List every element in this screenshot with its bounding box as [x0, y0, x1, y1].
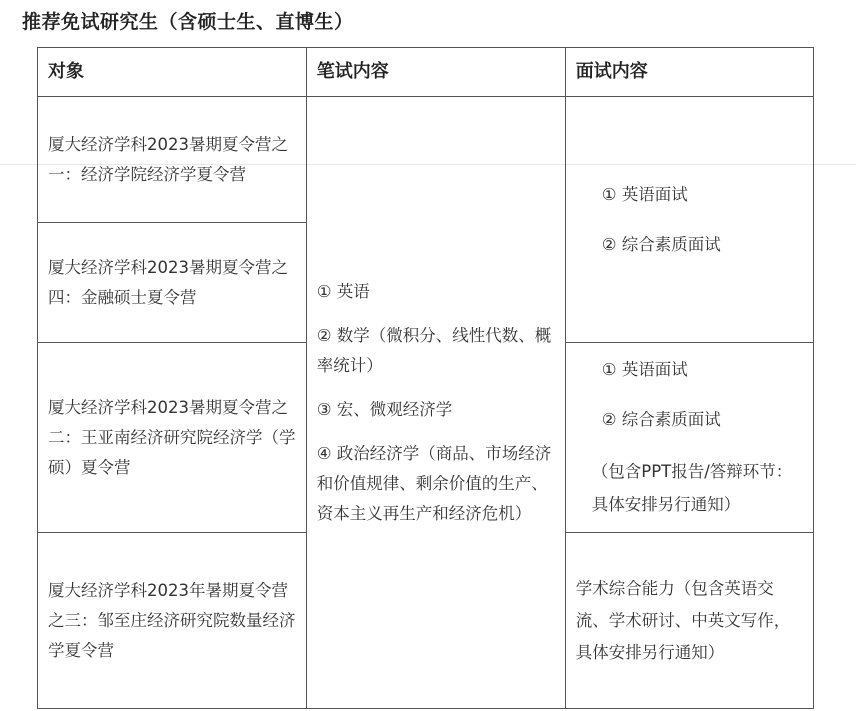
target-cell: 厦大经济学科2023暑期夏令营之二：王亚南经济研究院经济学（学硕）夏令营	[38, 343, 307, 533]
interview-content-cell	[565, 97, 813, 343]
written-item: ③ 宏、微观经济学	[316, 399, 453, 419]
header-written: 笔试内容	[306, 48, 565, 97]
interview-content-cell: 学术综合能力（包含英语交流、学术研讨、中英文写作，具体安排另行通知）	[565, 533, 813, 709]
header-interview: 面试内容	[565, 48, 813, 97]
target-cell: 厦大经济学科2023年暑期夏令营之三：邹至庄经济研究院数量经济学夏令营	[38, 533, 307, 709]
written-item: ④ 政治经济学（商品、市场经济和价值规律、剩余价值的生产、资本主义再生产和经济危机）	[316, 443, 552, 523]
target-cell: 厦大经济学科2023暑期夏令营之四：金融硕士夏令营	[38, 223, 307, 343]
interview-note: （包含PPT报告/答辩环节：具体安排另行通知）	[591, 461, 793, 514]
table-row	[38, 97, 814, 223]
admission-table	[37, 47, 814, 709]
section-heading: 推荐免试研究生（含硕士生、直博生）	[22, 11, 354, 33]
interview-item: ② 综合素质面试	[601, 234, 721, 254]
interview-item: ① 英语面试	[601, 359, 688, 379]
interview-content-cell	[565, 343, 813, 533]
written-item: ① 英语	[316, 281, 370, 301]
written-item: ② 数学（微积分、线性代数、概率统计）	[316, 325, 552, 375]
table-header-row	[38, 48, 814, 97]
written-content-cell	[306, 97, 565, 709]
interview-item: ① 英语面试	[601, 184, 688, 204]
interview-item: ② 综合素质面试	[601, 409, 721, 429]
target-cell: 厦大经济学科2023暑期夏令营之一：经济学院经济学夏令营	[38, 97, 307, 223]
header-target: 对象	[38, 48, 307, 97]
